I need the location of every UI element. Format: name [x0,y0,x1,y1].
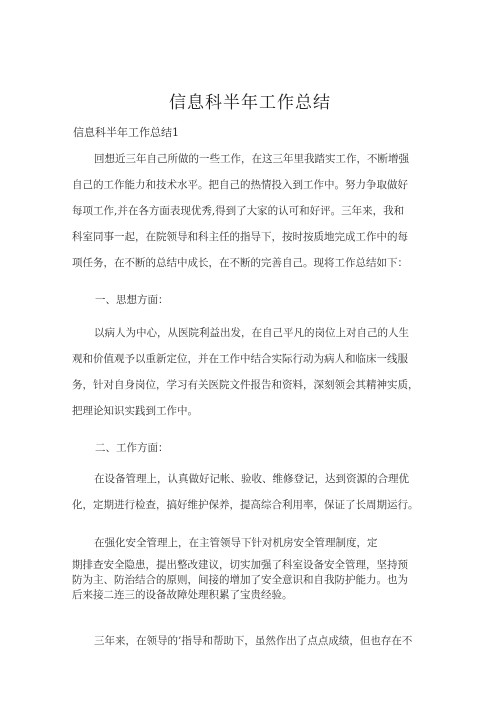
paragraph-line: 项任务，在不断的总结中成长，在不断的完善自己。现将工作总结如下： [72,257,408,269]
paragraph-line: 观和价值观予以重新定位，并在工作中结合实际行动为病人和临床一线服 [72,353,408,365]
paragraph-line: 期排查安全隐患，提出整改建议，切实加强了科室设备安全管理，坚持预 [72,559,408,571]
paragraph-intro [72,146,432,276]
paragraph-line: 把理论知识实践到工作中。 [72,405,198,417]
paragraph-thought [72,320,432,424]
paragraph-line: 三年来，在领导的’指导和帮助下，虽然作出了点点成绩，但也存在不 [94,635,413,647]
paragraph-line: 在强化安全管理上，在主管领导下针对机房安全管理制度，定 [94,537,378,549]
document-title: 信息科半年工作总结 [169,93,331,113]
paragraph-line: 科室同事一起，在院领导和科主任的指导下，按时按质地完成工作中的每 [72,231,408,243]
paragraph-summary [72,628,432,654]
paragraph-line: 以病人为中心，从医院利益出发，在自己平凡的岗位上对自己的人生 [94,327,409,339]
paragraph-line: 在设备管理上，认真做好记帐、验收、维修登记，达到资源的合理优 [94,473,409,485]
paragraph-line: 自己的工作能力和技术水平。把自己的热情投入到工作中。努力争取做好 [72,179,408,191]
section-heading-work: 二、工作方面： [95,442,169,454]
paragraph-safety-first [72,530,432,556]
paragraph-line: 回想近三年自己所做的一些工作，在这三年里我踏实工作，不断增强 [94,153,409,165]
paragraph-line: 每项工作,并在各方面表现优秀,得到了大家的认可和好评。三年来，我和 [72,205,405,217]
paragraph-equipment [72,466,432,518]
paragraph-line: 务，针对自身岗位，学习有关医院文件报告和资料，深刻领会其精神实质， [72,379,419,391]
paragraph-safety [72,558,432,603]
section-heading-thought: 一、思想方面： [95,294,169,306]
document-subtitle: 信息科半年工作总结1 [73,126,179,139]
paragraph-line: 防为主、防治结合的原则，间接的增加了安全意识和自我防护能力。也为 [72,574,408,586]
paragraph-line: 后来接二连三的设备故障处理积累了宝贵经验。 [72,589,293,601]
paragraph-line: 化，定期进行检查，搞好维护保养，提高综合利用率，保证了长周期运行。 [72,499,419,511]
